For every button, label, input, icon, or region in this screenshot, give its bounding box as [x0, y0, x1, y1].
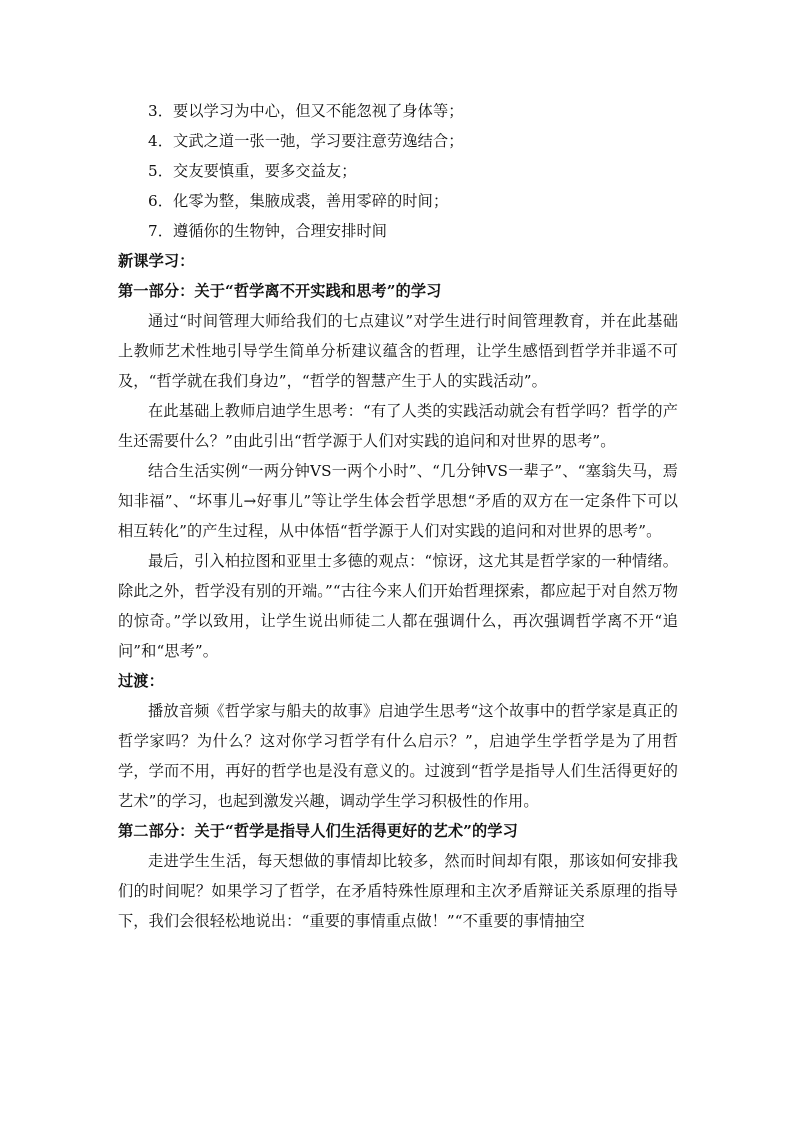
paragraph: 在此基础上教师启迪学生思考：“有了人类的实践活动就会有哲学吗？哲学的产生还需要什么？”由此引出“哲学源于人们对实践的追问和对世界的思考”。 — [118, 402, 678, 450]
paragraph: 通过“时间管理大师给我们的七点建议”对学生进行时间管理教育，并在此基础上教师艺术性地引导学生简单分析建议蕴含的哲理，让学生感悟到哲学并非遥不可及，“哲学就在我们身边”，“哲学的智慧产生于人的实践活动”。 — [118, 312, 678, 390]
paragraph: 播放音频《哲学家与船夫的故事》启迪学生思考“这个故事中的哲学家是真正的哲学家吗？为什么？这对你学习哲学有什么启示？”，启迪学生学哲学是为了用哲学，学而不用，再好的哲学也是没有意义的。过渡到“哲学是指导人们生活得更好的艺术”的学习，也起到激发兴趣，调动学生学习积极性的作用。 — [118, 702, 678, 810]
list-item: 6．化零为整，集腋成裘，善用零碎的时间； — [148, 192, 449, 210]
paragraph: 走进学生生活，每天想做的事情却比较多，然而时间却有限，那该如何安排我们的时间呢？如果学习了哲学，在矛盾特殊性原理和主次矛盾辩证关系原理的指导下，我们会很轻松地说出：“重要的事情重点做！”“不重要的事情抽空 — [118, 852, 678, 930]
paragraph: 最后，引入柏拉图和亚里士多德的观点：“惊讶，这尤其是哲学家的一种情绪。除此之外，哲学没有别的开端。”“古往今来人们开始哲理探索，都应起于对自然万物的惊奇。”学以致用，让学生说出师徒二人都在强调什么，再次强调哲学离不开“追问”和“思考”。 — [118, 552, 678, 660]
list-item: 3．要以学习为中心，但又不能忽视了身体等； — [148, 102, 464, 120]
list-item: 7．遵循你的生物钟，合理安排时间 — [148, 222, 388, 240]
document-body — [118, 96, 678, 936]
section-heading-part2: 第二部分：关于“哲学是指导人们生活得更好的艺术”的学习 — [118, 822, 518, 840]
list-item: 4．文武之道一张一弛，学习要注意劳逸结合； — [148, 132, 464, 150]
paragraph: 结合生活实例“一两分钟VS一两个小时”、“几分钟VS一辈子”、“塞翁失马，焉知非福”、“坏事儿→好事儿”等让学生体会哲学思想“矛盾的双方在一定条件下可以相互转化”的产生过程，从中体悟“哲学源于人们对实践的追问和对世界的思考”。 — [118, 462, 678, 540]
section-heading-part1: 第一部分：关于“哲学离不开实践和思考”的学习 — [118, 282, 442, 300]
section-heading-transition: 过渡： — [118, 672, 164, 690]
section-heading-new-lesson: 新课学习： — [118, 252, 195, 270]
list-item: 5．交友要慎重，要多交益友； — [148, 162, 357, 180]
